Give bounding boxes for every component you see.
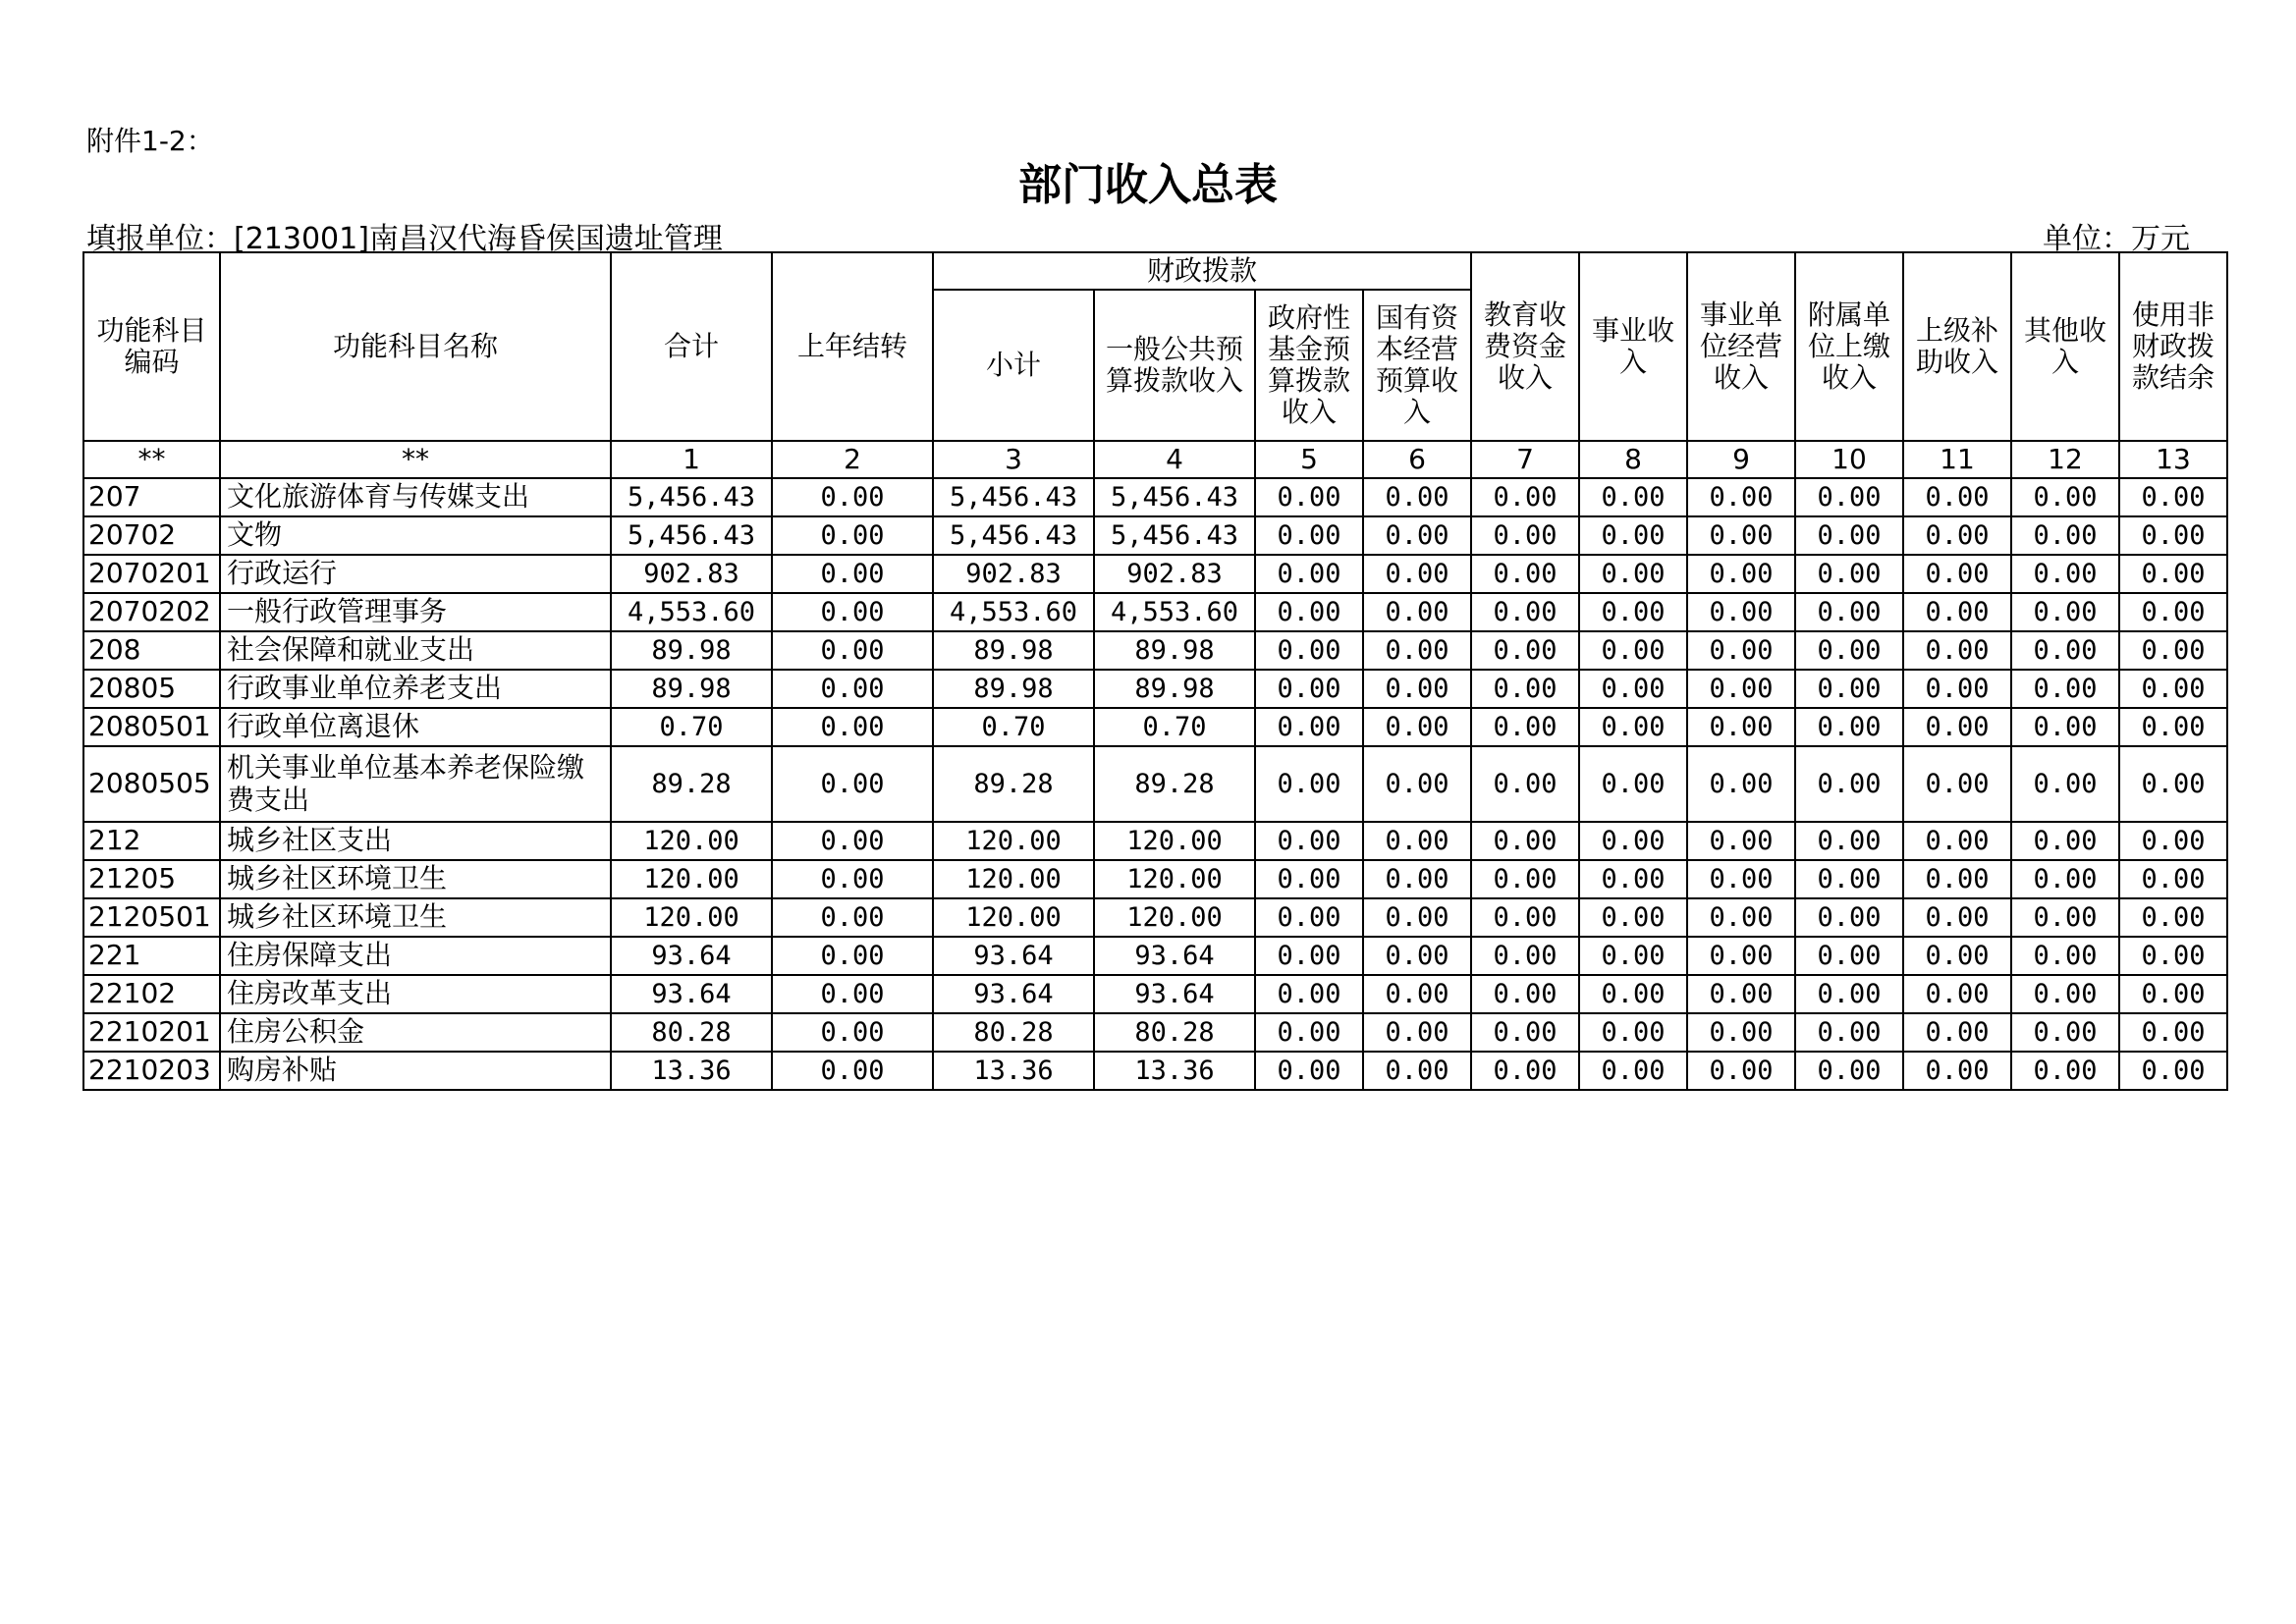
currency-unit: 单位：万元 <box>2043 222 2190 256</box>
row-value: 902.83 <box>933 555 1094 593</box>
index-cell: 10 <box>1795 441 1903 478</box>
row-value: 0.00 <box>1471 516 1579 555</box>
row-value: 120.00 <box>1094 860 1255 898</box>
row-value: 93.64 <box>933 937 1094 975</box>
header-gov-fund: 政府性基金预算拨款收入 <box>1255 290 1363 441</box>
row-value: 0.00 <box>2119 555 2227 593</box>
row-value: 93.64 <box>1094 937 1255 975</box>
header-subtotal: 小计 <box>933 290 1094 441</box>
row-value: 4,553.60 <box>611 593 772 631</box>
header-affiliated-remit: 附属单位上缴收入 <box>1795 252 1903 441</box>
table-row <box>83 937 2227 975</box>
row-value: 93.64 <box>611 975 772 1013</box>
page-title: 部门收入总表 <box>1018 160 1278 210</box>
row-value: 0.00 <box>1903 860 2011 898</box>
row-value: 0.00 <box>2011 1013 2119 1052</box>
row-value: 0.00 <box>1903 516 2011 555</box>
row-value: 0.00 <box>1255 746 1363 822</box>
row-value: 0.70 <box>1094 708 1255 746</box>
row-value: 0.00 <box>1903 478 2011 516</box>
table-row <box>83 516 2227 555</box>
row-value: 0.00 <box>772 1013 933 1052</box>
row-name: 住房公积金 <box>220 1013 611 1052</box>
row-value: 0.00 <box>772 822 933 860</box>
row-value: 5,456.43 <box>611 478 772 516</box>
row-value: 0.00 <box>1903 631 2011 670</box>
table-row <box>83 1052 2227 1090</box>
row-code: 2070201 <box>83 555 220 593</box>
index-cell: 7 <box>1471 441 1579 478</box>
row-code: 221 <box>83 937 220 975</box>
row-value: 0.00 <box>1687 822 1795 860</box>
index-cell: ** <box>220 441 611 478</box>
index-row <box>83 441 2227 478</box>
row-value: 0.00 <box>772 555 933 593</box>
row-value: 89.28 <box>611 746 772 822</box>
row-value: 0.00 <box>772 1052 933 1090</box>
row-value: 0.00 <box>1579 746 1687 822</box>
row-value: 0.00 <box>1471 555 1579 593</box>
row-value: 0.00 <box>1363 975 1471 1013</box>
row-value: 0.00 <box>1255 822 1363 860</box>
row-code: 207 <box>83 478 220 516</box>
row-value: 120.00 <box>611 822 772 860</box>
row-value: 902.83 <box>1094 555 1255 593</box>
row-value: 0.00 <box>1363 822 1471 860</box>
row-value: 0.00 <box>1471 1052 1579 1090</box>
row-value: 0.00 <box>2011 555 2119 593</box>
row-value: 0.00 <box>1471 708 1579 746</box>
row-value: 0.00 <box>1363 631 1471 670</box>
row-value: 0.00 <box>1255 478 1363 516</box>
header-business-unit-operation: 事业单位经营收入 <box>1687 252 1795 441</box>
row-value: 0.00 <box>772 593 933 631</box>
row-value: 0.00 <box>1255 937 1363 975</box>
row-value: 0.00 <box>1903 822 2011 860</box>
row-value: 0.00 <box>1903 937 2011 975</box>
header-code: 功能科目编码 <box>83 252 220 441</box>
header-general-budget: 一般公共预算拨款收入 <box>1094 290 1255 441</box>
row-name: 城乡社区支出 <box>220 822 611 860</box>
row-value: 0.00 <box>1579 937 1687 975</box>
row-name: 行政单位离退休 <box>220 708 611 746</box>
index-cell: 5 <box>1255 441 1363 478</box>
row-value: 0.00 <box>1471 975 1579 1013</box>
header-nonfiscal-balance: 使用非财政拨款结余 <box>2119 252 2227 441</box>
row-value: 0.00 <box>1363 516 1471 555</box>
row-value: 0.00 <box>1363 1052 1471 1090</box>
row-value: 89.98 <box>611 670 772 708</box>
row-value: 0.00 <box>1903 975 2011 1013</box>
row-name: 机关事业单位基本养老保险缴费支出 <box>220 746 611 822</box>
row-value: 0.00 <box>1687 1052 1795 1090</box>
row-code: 20805 <box>83 670 220 708</box>
row-value: 0.00 <box>2119 631 2227 670</box>
row-value: 0.00 <box>1471 1013 1579 1052</box>
row-value: 0.00 <box>1903 670 2011 708</box>
row-value: 120.00 <box>933 860 1094 898</box>
row-value: 0.00 <box>1795 937 1903 975</box>
row-name: 一般行政管理事务 <box>220 593 611 631</box>
row-value: 93.64 <box>611 937 772 975</box>
row-name: 城乡社区环境卫生 <box>220 860 611 898</box>
row-value: 0.00 <box>1687 631 1795 670</box>
row-value: 0.00 <box>1255 670 1363 708</box>
row-value: 5,456.43 <box>1094 516 1255 555</box>
row-value: 0.00 <box>1795 555 1903 593</box>
row-value: 13.36 <box>933 1052 1094 1090</box>
index-cell: 12 <box>2011 441 2119 478</box>
table-row <box>83 555 2227 593</box>
row-name: 住房改革支出 <box>220 975 611 1013</box>
header-business-income: 事业收入 <box>1579 252 1687 441</box>
row-value: 0.00 <box>772 478 933 516</box>
row-value: 0.00 <box>1687 898 1795 937</box>
row-code: 21205 <box>83 860 220 898</box>
table-row <box>83 478 2227 516</box>
index-cell: 8 <box>1579 441 1687 478</box>
row-value: 0.00 <box>772 516 933 555</box>
index-cell: 2 <box>772 441 933 478</box>
row-value: 902.83 <box>611 555 772 593</box>
row-value: 80.28 <box>1094 1013 1255 1052</box>
row-value: 0.00 <box>1363 478 1471 516</box>
row-value: 0.00 <box>1795 746 1903 822</box>
row-value: 0.00 <box>1363 860 1471 898</box>
row-value: 0.00 <box>2119 822 2227 860</box>
row-value: 0.00 <box>1363 708 1471 746</box>
row-value: 0.00 <box>1687 593 1795 631</box>
row-value: 0.00 <box>1471 860 1579 898</box>
attachment-label: 附件1-2： <box>86 125 214 157</box>
header-superior-subsidy: 上级补助收入 <box>1903 252 2011 441</box>
table-row <box>83 708 2227 746</box>
table-header <box>83 252 2227 441</box>
row-value: 0.00 <box>1687 555 1795 593</box>
row-value: 0.00 <box>2011 708 2119 746</box>
row-value: 0.00 <box>2119 708 2227 746</box>
row-name: 城乡社区环境卫生 <box>220 898 611 937</box>
row-value: 0.00 <box>1795 1052 1903 1090</box>
row-value: 89.98 <box>933 631 1094 670</box>
row-value: 0.00 <box>1579 593 1687 631</box>
row-value: 120.00 <box>1094 822 1255 860</box>
row-value: 0.00 <box>2011 975 2119 1013</box>
row-value: 0.00 <box>2011 478 2119 516</box>
row-value: 0.00 <box>1579 631 1687 670</box>
row-value: 0.00 <box>1255 516 1363 555</box>
row-value: 0.00 <box>1471 822 1579 860</box>
row-name: 文物 <box>220 516 611 555</box>
row-value: 0.70 <box>933 708 1094 746</box>
row-value: 0.00 <box>1471 937 1579 975</box>
header-name: 功能科目名称 <box>220 252 611 441</box>
index-cell: 4 <box>1094 441 1255 478</box>
row-value: 0.00 <box>1903 746 2011 822</box>
row-code: 2210201 <box>83 1013 220 1052</box>
row-value: 0.00 <box>1363 670 1471 708</box>
row-name: 行政运行 <box>220 555 611 593</box>
row-value: 0.00 <box>1795 516 1903 555</box>
row-value: 0.00 <box>1471 670 1579 708</box>
row-value: 89.98 <box>1094 631 1255 670</box>
row-value: 0.00 <box>1579 1052 1687 1090</box>
row-value: 0.00 <box>1471 478 1579 516</box>
row-value: 120.00 <box>933 822 1094 860</box>
row-code: 2080505 <box>83 746 220 822</box>
row-value: 93.64 <box>933 975 1094 1013</box>
table-row <box>83 975 2227 1013</box>
index-cell: 11 <box>1903 441 2011 478</box>
table-row <box>83 670 2227 708</box>
row-code: 22102 <box>83 975 220 1013</box>
table-row <box>83 822 2227 860</box>
header-state-capital: 国有资本经营预算收入 <box>1363 290 1471 441</box>
filling-unit: 填报单位：[213001]南昌汉代海昏侯国遗址管理 <box>86 222 723 256</box>
row-value: 13.36 <box>611 1052 772 1090</box>
row-value: 89.98 <box>611 631 772 670</box>
row-value: 0.00 <box>1471 631 1579 670</box>
row-value: 0.00 <box>2119 937 2227 975</box>
row-value: 0.00 <box>2119 670 2227 708</box>
row-value: 0.00 <box>1579 670 1687 708</box>
row-value: 80.28 <box>611 1013 772 1052</box>
row-name: 社会保障和就业支出 <box>220 631 611 670</box>
row-value: 0.00 <box>2011 593 2119 631</box>
row-value: 0.00 <box>1363 593 1471 631</box>
row-value: 0.00 <box>772 860 933 898</box>
income-summary-table <box>82 251 2228 1091</box>
row-name: 文化旅游体育与传媒支出 <box>220 478 611 516</box>
row-value: 0.00 <box>1687 746 1795 822</box>
row-value: 0.00 <box>1363 746 1471 822</box>
row-value: 0.00 <box>2011 822 2119 860</box>
row-value: 5,456.43 <box>933 478 1094 516</box>
index-cell: 1 <box>611 441 772 478</box>
header-education-fee: 教育收费资金收入 <box>1471 252 1579 441</box>
row-value: 0.00 <box>2119 898 2227 937</box>
row-value: 0.00 <box>1795 860 1903 898</box>
row-value: 0.00 <box>1795 631 1903 670</box>
row-value: 0.00 <box>1795 708 1903 746</box>
row-value: 0.00 <box>1255 975 1363 1013</box>
row-value: 0.00 <box>1255 631 1363 670</box>
row-value: 13.36 <box>1094 1052 1255 1090</box>
index-cell: 3 <box>933 441 1094 478</box>
row-value: 0.00 <box>1579 555 1687 593</box>
row-value: 0.00 <box>1579 860 1687 898</box>
table-row <box>83 631 2227 670</box>
row-value: 0.00 <box>1579 898 1687 937</box>
table-row <box>83 860 2227 898</box>
row-value: 0.00 <box>1795 478 1903 516</box>
header-carryover: 上年结转 <box>772 252 933 441</box>
row-value: 89.98 <box>933 670 1094 708</box>
row-value: 0.00 <box>2119 516 2227 555</box>
row-value: 0.00 <box>1363 898 1471 937</box>
row-value: 0.00 <box>2011 860 2119 898</box>
header-fiscal-group: 财政拨款 <box>933 252 1471 290</box>
row-value: 0.00 <box>1579 708 1687 746</box>
row-value: 0.00 <box>1579 478 1687 516</box>
row-value: 0.00 <box>1795 593 1903 631</box>
row-value: 0.00 <box>1903 708 2011 746</box>
row-value: 5,456.43 <box>1094 478 1255 516</box>
row-value: 0.00 <box>1795 1013 1903 1052</box>
row-value: 0.00 <box>772 898 933 937</box>
row-value: 0.00 <box>1795 670 1903 708</box>
index-row-group <box>83 441 2227 478</box>
row-value: 120.00 <box>611 860 772 898</box>
row-code: 212 <box>83 822 220 860</box>
row-value: 0.00 <box>1687 478 1795 516</box>
row-value: 5,456.43 <box>933 516 1094 555</box>
row-value: 0.00 <box>1795 822 1903 860</box>
row-name: 购房补贴 <box>220 1052 611 1090</box>
row-code: 2080501 <box>83 708 220 746</box>
row-value: 0.00 <box>1255 898 1363 937</box>
row-value: 0.00 <box>2011 937 2119 975</box>
row-value: 0.00 <box>1687 516 1795 555</box>
row-value: 120.00 <box>1094 898 1255 937</box>
row-name: 住房保障支出 <box>220 937 611 975</box>
row-value: 0.00 <box>1579 1013 1687 1052</box>
row-code: 2120501 <box>83 898 220 937</box>
row-value: 0.00 <box>2119 975 2227 1013</box>
row-value: 0.00 <box>1255 708 1363 746</box>
row-value: 0.00 <box>1687 670 1795 708</box>
row-value: 4,553.60 <box>933 593 1094 631</box>
row-value: 0.00 <box>2011 898 2119 937</box>
row-value: 0.00 <box>772 670 933 708</box>
table-row <box>83 1013 2227 1052</box>
row-value: 0.00 <box>772 746 933 822</box>
row-value: 0.00 <box>1363 555 1471 593</box>
row-value: 0.00 <box>2119 1052 2227 1090</box>
row-value: 0.00 <box>1579 822 1687 860</box>
table-body <box>83 478 2227 1090</box>
row-value: 0.00 <box>772 708 933 746</box>
index-cell: ** <box>83 441 220 478</box>
row-value: 0.00 <box>2011 670 2119 708</box>
row-value: 0.00 <box>1795 975 1903 1013</box>
row-value: 0.00 <box>2011 1052 2119 1090</box>
row-value: 120.00 <box>933 898 1094 937</box>
row-value: 0.00 <box>772 937 933 975</box>
row-code: 2070202 <box>83 593 220 631</box>
row-value: 0.00 <box>1579 975 1687 1013</box>
row-value: 0.00 <box>1687 1013 1795 1052</box>
row-value: 0.00 <box>1363 1013 1471 1052</box>
table-row <box>83 746 2227 822</box>
row-value: 0.00 <box>1903 1013 2011 1052</box>
row-value: 0.00 <box>1903 555 2011 593</box>
row-value: 0.00 <box>1363 937 1471 975</box>
row-name: 行政事业单位养老支出 <box>220 670 611 708</box>
row-value: 120.00 <box>611 898 772 937</box>
row-value: 93.64 <box>1094 975 1255 1013</box>
row-value: 0.00 <box>1903 1052 2011 1090</box>
row-value: 0.00 <box>2119 860 2227 898</box>
row-value: 0.00 <box>1687 937 1795 975</box>
index-cell: 13 <box>2119 441 2227 478</box>
row-value: 0.00 <box>2119 478 2227 516</box>
row-code: 20702 <box>83 516 220 555</box>
row-value: 0.00 <box>1579 516 1687 555</box>
row-value: 0.00 <box>2119 593 2227 631</box>
row-value: 0.00 <box>1471 593 1579 631</box>
row-value: 0.00 <box>1795 898 1903 937</box>
row-value: 89.28 <box>1094 746 1255 822</box>
table-row <box>83 898 2227 937</box>
row-value: 0.00 <box>1471 898 1579 937</box>
index-cell: 6 <box>1363 441 1471 478</box>
row-value: 0.00 <box>2011 631 2119 670</box>
row-value: 0.00 <box>1687 708 1795 746</box>
row-value: 0.00 <box>2011 516 2119 555</box>
row-value: 0.00 <box>1255 1013 1363 1052</box>
row-value: 0.00 <box>1903 593 2011 631</box>
row-value: 0.00 <box>772 975 933 1013</box>
row-value: 0.00 <box>1255 555 1363 593</box>
row-value: 0.00 <box>1687 860 1795 898</box>
row-value: 89.98 <box>1094 670 1255 708</box>
row-value: 0.00 <box>1687 975 1795 1013</box>
row-value: 0.00 <box>1903 898 2011 937</box>
row-value: 80.28 <box>933 1013 1094 1052</box>
row-value: 5,456.43 <box>611 516 772 555</box>
row-code: 208 <box>83 631 220 670</box>
row-value: 0.00 <box>1471 746 1579 822</box>
row-value: 0.00 <box>2119 746 2227 822</box>
row-code: 2210203 <box>83 1052 220 1090</box>
row-value: 0.00 <box>2011 746 2119 822</box>
row-value: 0.00 <box>1255 860 1363 898</box>
index-cell: 9 <box>1687 441 1795 478</box>
row-value: 0.00 <box>2119 1013 2227 1052</box>
row-value: 0.00 <box>1255 1052 1363 1090</box>
row-value: 0.70 <box>611 708 772 746</box>
header-total: 合计 <box>611 252 772 441</box>
header-other-income: 其他收入 <box>2011 252 2119 441</box>
table-row <box>83 593 2227 631</box>
row-value: 4,553.60 <box>1094 593 1255 631</box>
row-value: 89.28 <box>933 746 1094 822</box>
row-value: 0.00 <box>772 631 933 670</box>
row-value: 0.00 <box>1255 593 1363 631</box>
